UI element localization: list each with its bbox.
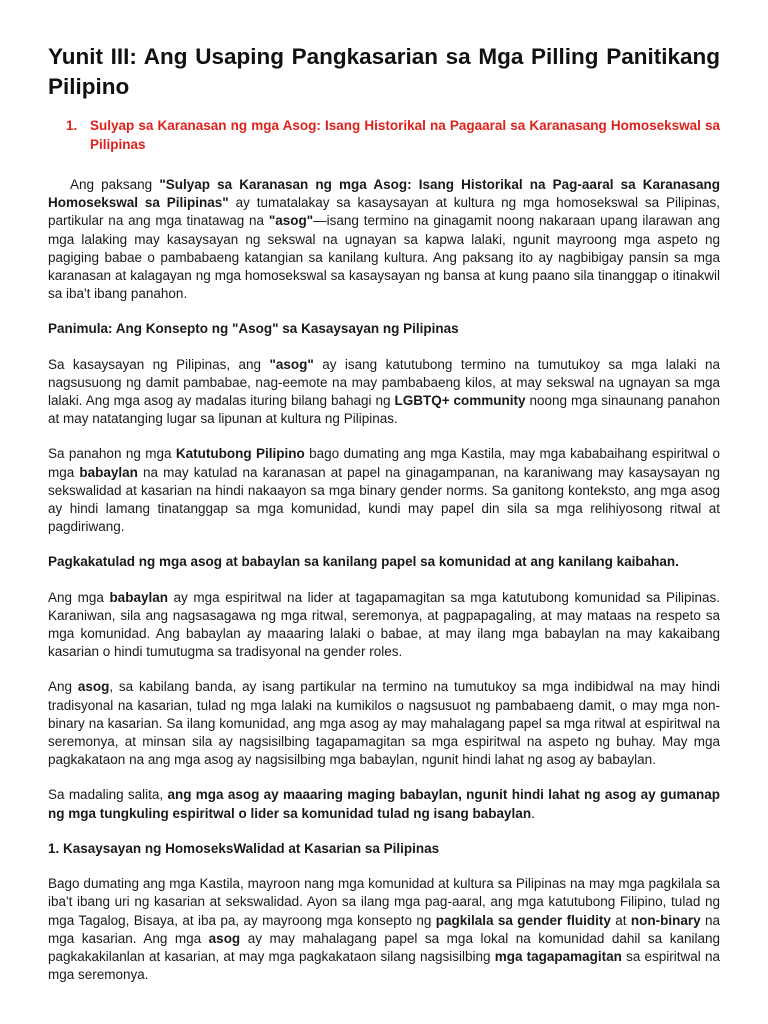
- paragraph-katutubong-pilipino: [48, 445, 720, 536]
- bold-run: "asog": [269, 356, 314, 372]
- bold-run: ang mga asog ay maaaring maging babaylan, ngunit hindi lahat ng asog ay gumanap ng mga tungkuling espiritwal o lider sa komunidad tulad ng isang babaylan: [48, 787, 720, 821]
- bold-run: Katutubong Pilipino: [175, 446, 305, 462]
- bold-run: babaylan: [109, 589, 168, 605]
- text-run: ay mga espiritwal na lider at tagapamagitan sa mga katutubong komunidad sa Pilipinas. Karaniwan, sila ang nagsasagawa ng mga ritwal, seremonya, at pagpapagaling, at may mataas na respeto sa mga komunidad. Ang babaylan ay maaaring lalaki o babae, at may ilang mga babaylan na may kakaibang kasarian o hindi tumutugma sa tradisyonal na gender roles.: [48, 589, 720, 660]
- text-run: ay isang katutubong termino na tumutukoy sa mga lalaki na nagsusuong ng damit pambabae, nag-eemote na may pambabaeng kilos, at may sekswal na ugnayan sa mga lalaki. Ang mga asog ay madalas ituring bilang bahagi ng: [48, 356, 720, 409]
- text-run: Sa madaling salita,: [48, 787, 168, 803]
- paragraph-kasaysayan: [48, 875, 720, 984]
- text-run: Ang: [48, 679, 78, 695]
- paragraph-summary: [48, 786, 720, 822]
- subheading-number: 1.: [66, 118, 78, 133]
- text-run: bago dumating ang mga Kastila, may mga kababaihang espiritwal o mga: [48, 446, 720, 480]
- paragraph-babaylan: [48, 589, 720, 662]
- bold-run: non-binary: [630, 912, 701, 928]
- text-run: na may katulad na karanasan at papel na ginagampanan, na karaniwang may kasaysayan ng sekswalidad at kasarian na hindi nakaayon sa mga binary gender norms. Sa ganitong konteksto, ang mga asog ay hindi lamang tinatanggap sa mga komunidad, kundi may papel din sila sa mga relihiyosong ritwal at pagdiriwang.: [48, 464, 721, 535]
- text-run: —isang termino na ginagamit noong nakaraan upang ilarawan ang mga lalaking may kasaysayan ng sekswal na ugnayan sa kapwa lalaki, ngunit mayroong mga aspeto ng pagiging babae o pambabaeng katangian sa kanilang kultura. Ang paksang ito ay nagbibigay pansin sa mga karanasan at kalagayan ng mga homosekswal sa kasaysayan ng bansa at kung paano sila tinanggap o itinakwil sa iba't ibang panahon.: [48, 213, 720, 302]
- paragraph-asog: [48, 678, 720, 769]
- bold-run: "Sulyap sa Karanasan ng mga Asog: Isang Historikal na Pag-aaral sa Karanasang Homosekswal sa Pilipinas": [48, 177, 720, 211]
- text-run: ay may mahalagang papel sa mga lokal na komunidad dahil sa kanilang pagkakakilanlan at kasarian, at may mga pagkakataon silang nagsisilbing: [48, 930, 720, 964]
- bold-run: LGBTQ+ community: [394, 393, 526, 409]
- section-heading-kasaysayan: 1. Kasaysayan ng HomoseksWalidad at Kasarian sa Pilipinas: [48, 840, 440, 856]
- text-run: at: [610, 912, 631, 928]
- section-heading-panimula: Panimula: Ang Konsepto ng "Asog" sa Kasaysayan ng Pilipinas: [48, 321, 459, 337]
- text-run: sa espiritwal na mga seremonya.: [48, 948, 721, 983]
- document-page: [48, 42, 720, 1001]
- text-run: .: [531, 805, 535, 821]
- page-title: Yunit III: Ang Usaping Pangkasarian sa Mga Pilling Panitikang Pilipino: [48, 44, 720, 99]
- text-run: ay tumatalakay sa kasaysayan at kultura ng mga homosekswal sa Pilipinas, partikular na ang mga tinatawag na: [48, 195, 720, 229]
- text-run: Ang mga: [48, 589, 110, 605]
- bold-run: pagkilala sa gender fluidity: [435, 912, 611, 928]
- text-run: Sa kasaysayan ng Pilipinas, ang: [48, 356, 270, 372]
- paragraph-asog-definition: [48, 356, 720, 429]
- bold-run: "asog": [268, 213, 314, 229]
- text-run: na mga kasarian. Ang mga: [48, 912, 720, 946]
- text-run: noong mga sinaunang panahon at may natatanging lugar sa lipunan at kultura ng Pilipinas.: [48, 393, 721, 427]
- bold-run: babaylan: [79, 464, 138, 480]
- bold-run: mga tagapamagitan: [494, 948, 622, 964]
- text-run: Bago dumating ang mga Kastila, mayroon nang mga komunidad at kultura sa Pilipinas na may mga pagkilala sa iba't ibang uri ng kasarian at sekswalidad. Ayon sa ilang mga pag-aaral, ang mga katutubong Filipino, tulad ng mga Tagalog, Bisaya, at iba pa, ay mayroong mga konsepto ng: [48, 876, 720, 928]
- bold-run: asog: [208, 930, 241, 946]
- bold-run: asog: [77, 679, 110, 695]
- text-run: , sa kabilang banda, ay isang partikular na termino na tumutukoy sa mga indibidwal na may hindi tradisyonal na kasarian, tulad ng mga lalaki na kumikilos o nagsusuot ng pambabaeng damit, o may mga non-binary na kasarian. Sa ilang komunidad, ang mga asog ay may mahalagang papel sa mga ritwal at espiritwal na seremonya, at minsan sila ay nagsisilbing tagapamagitan sa mga espiritwal na aspeto ng buhay. May mga pagkakataon na ang mga asog ay nagsisilbing mga babaylan, ngunit hindi lahat ng asog ay babaylan.: [48, 679, 720, 768]
- text-run: Ang paksang: [70, 177, 160, 192]
- section-heading-pagkakatulad: Pagkakatulad ng mga asog at babaylan sa kanilang papel sa komunidad at ang kanilang kaibahan.: [48, 554, 679, 570]
- text-run: Sa panahon ng mga: [48, 446, 176, 462]
- paragraph-intro: [48, 176, 720, 303]
- subheading-text: Sulyap sa Karanasan ng mga Asog: Isang Historikal na Pagaaral sa Karanasang Homosekswal sa Pilipinas: [90, 118, 720, 152]
- section-subheading: [48, 116, 720, 154]
